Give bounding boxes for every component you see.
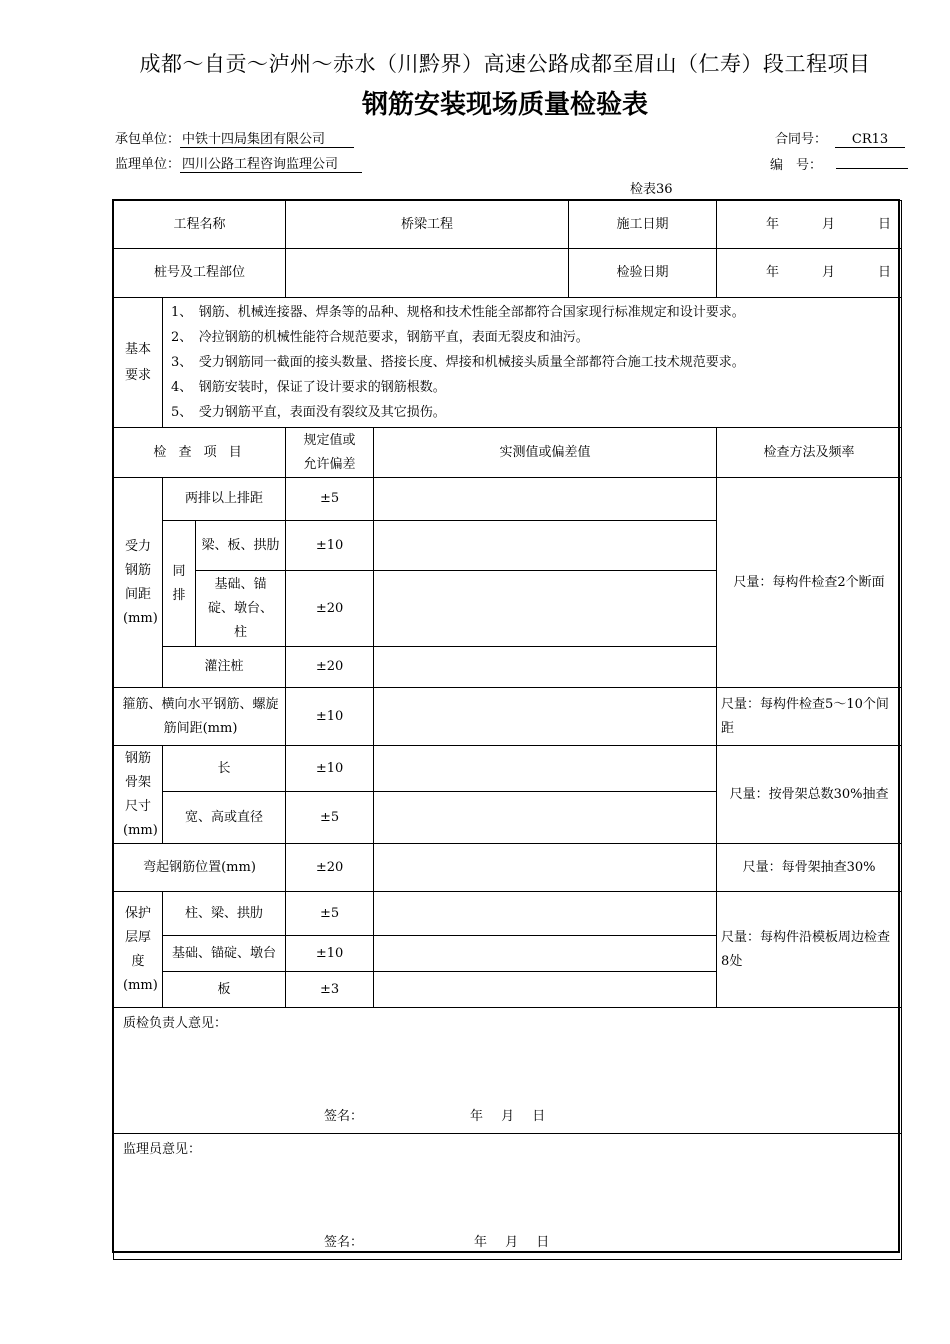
basic-req-item: 2、 冷拉钢筋的机械性能符合规范要求，钢筋平直，表面无裂皮和油污。 [171, 330, 589, 345]
length-label: 长 [163, 746, 286, 792]
basic-req-item: 1、 钢筋、机械连接器、焊条等的品种、规格和技术性能全部都符合国家现行标准规定和设计要求。 [171, 305, 745, 320]
contractor-line [115, 128, 354, 148]
cover-group-text: 保护层厚度(mm) [123, 905, 158, 993]
spacing-method: 尺量：每构件检查2个断面 [717, 478, 902, 688]
basic-req-label [114, 298, 163, 428]
two-rows-label: 两排以上排距 [163, 478, 286, 521]
col-header-item: 检 查 项 目 [114, 428, 286, 478]
column-tolerance: ±5 [286, 892, 374, 936]
contract-no-line [775, 128, 905, 148]
cover-group [114, 892, 163, 1008]
serial-no-value[interactable] [836, 153, 908, 169]
width-label: 宽、高或直径 [163, 792, 286, 844]
stirrup-measured[interactable] [374, 688, 717, 746]
pile-tolerance: ±20 [286, 647, 374, 688]
construction-month: 月 [822, 216, 836, 232]
bent-method: 尺量：每骨架抽查30% [717, 844, 902, 892]
basic-req-item: 4、 钢筋安装时，保证了设计要求的钢筋根数。 [171, 380, 446, 395]
contractor-label: 承包单位： [115, 132, 181, 147]
construction-date-label: 施工日期 [616, 216, 669, 232]
supervisor-sign-date: 年 月 日 [474, 1235, 550, 1250]
same-row-text: 同排 [172, 563, 186, 603]
foundation-label [196, 571, 286, 647]
two-rows-measured[interactable] [374, 478, 717, 521]
stirrup-tolerance: ±10 [286, 688, 374, 746]
station-label: 桩号及工程部位 [114, 249, 286, 298]
slab-label: 板 [163, 972, 286, 1008]
width-measured[interactable] [374, 792, 717, 844]
serial-no-line [770, 153, 908, 173]
supervisor-value[interactable]: 四川公路工程咨询监理公司 [180, 153, 362, 173]
basic-req-item: 5、 受力钢筋平直，表面没有裂纹及其它损伤。 [171, 405, 446, 420]
supervisor-opinion-label: 监理员意见： [123, 1142, 202, 1157]
anchor-measured[interactable] [374, 936, 717, 972]
contract-no-label: 合同号： [775, 132, 828, 147]
bent-tolerance: ±20 [286, 844, 374, 892]
form-title: 钢筋安装现场质量检验表 [361, 90, 648, 120]
frame-method: 尺量：按骨架总数30%抽查 [717, 746, 902, 844]
column-label: 柱、梁、拱肋 [163, 892, 286, 936]
qc-opinion-label: 质检负责人意见： [123, 1016, 228, 1031]
foundation-measured[interactable] [374, 571, 717, 647]
contractor-value[interactable]: 中铁十四局集团有限公司 [180, 128, 354, 148]
inspection-month: 月 [822, 265, 836, 280]
serial-no-label: 编 号： [770, 158, 823, 173]
qc-opinion[interactable] [114, 1008, 902, 1134]
supervisor-sign-label: 签名： [324, 1235, 364, 1250]
qc-sign-label: 签名： [324, 1109, 364, 1124]
project-value[interactable]: 桥梁工程 [286, 201, 569, 248]
beam-text: 梁、板、拱肋 [201, 537, 280, 553]
col-header-tolerance [286, 428, 374, 478]
beam-measured[interactable] [374, 521, 717, 571]
beam-label [196, 521, 286, 571]
spacing-group [114, 478, 163, 688]
column-measured[interactable] [374, 892, 717, 936]
bent-measured[interactable] [374, 844, 717, 892]
length-measured[interactable] [374, 746, 717, 792]
bent-label: 弯起钢筋位置(mm) [114, 844, 286, 892]
inspection-date[interactable] [717, 249, 902, 298]
anchor-label: 基础、锚碇、墩台 [163, 936, 286, 972]
inspection-date-label: 检验日期 [616, 265, 669, 280]
frame-group [114, 746, 163, 844]
construction-day: 日 [878, 216, 892, 232]
anchor-tolerance: ±10 [286, 936, 374, 972]
slab-tolerance: ±3 [286, 972, 374, 1008]
construction-date[interactable] [717, 201, 902, 249]
basic-req-label-text: 基本要求 [124, 341, 151, 383]
beam-tolerance: ±10 [286, 521, 374, 571]
foundation-text: 基础、锚碇、墩台、柱 [208, 576, 274, 640]
form-code: 检表36 [630, 182, 673, 197]
frame-group-text: 钢筋骨架尺寸(mm) [123, 750, 158, 838]
station-row-inner [286, 249, 717, 298]
slab-measured[interactable] [374, 972, 717, 1008]
inspection-day: 日 [878, 265, 892, 280]
length-tolerance: ±10 [286, 746, 374, 792]
two-rows-tolerance: ±5 [286, 478, 374, 521]
inspection-year: 年 [766, 265, 780, 280]
width-tolerance: ±5 [286, 792, 374, 844]
construction-year: 年 [766, 216, 780, 232]
supervisor-opinion[interactable] [114, 1134, 902, 1260]
stirrup-text: 箍筋、横向水平钢筋、螺旋筋间距(mm) [122, 696, 279, 736]
main-table [113, 200, 902, 1260]
spacing-group-text: 受力钢筋间距(mm) [123, 538, 158, 626]
supervisor-line [115, 153, 362, 173]
qc-sign-date: 年 月 日 [470, 1109, 546, 1124]
col-header-tolerance-text: 规定值或允许偏差 [303, 432, 356, 472]
pile-label: 灌注桩 [163, 647, 286, 688]
foundation-tolerance: ±20 [286, 571, 374, 647]
basic-req-list [163, 298, 902, 428]
project-row-inner [286, 201, 717, 249]
col-header-measured: 实测值或偏差值 [374, 428, 717, 478]
station-value[interactable] [286, 249, 569, 297]
stirrup-label [114, 688, 286, 746]
supervisor-label: 监理单位： [115, 157, 181, 172]
contract-no-value[interactable]: CR13 [835, 132, 905, 148]
project-name: 成都～自贡～泸州～赤水（川黔界）高速公路成都至眉山（仁寿）段工程项目 [139, 52, 871, 76]
basic-req-item: 3、 受力钢筋同一截面的接头数量、搭接长度、焊接和机械接头质量全部都符合施工技术规范要求。 [171, 355, 745, 370]
cover-method: 尺量：每构件沿模板周边检查8处 [717, 892, 902, 1008]
col-header-method: 检查方法及频率 [717, 428, 902, 478]
same-row-label [163, 521, 196, 647]
project-label: 工程名称 [114, 201, 286, 249]
stirrup-method: 尺量：每构件检查5～10个间距 [717, 688, 902, 746]
pile-measured[interactable] [374, 647, 717, 688]
